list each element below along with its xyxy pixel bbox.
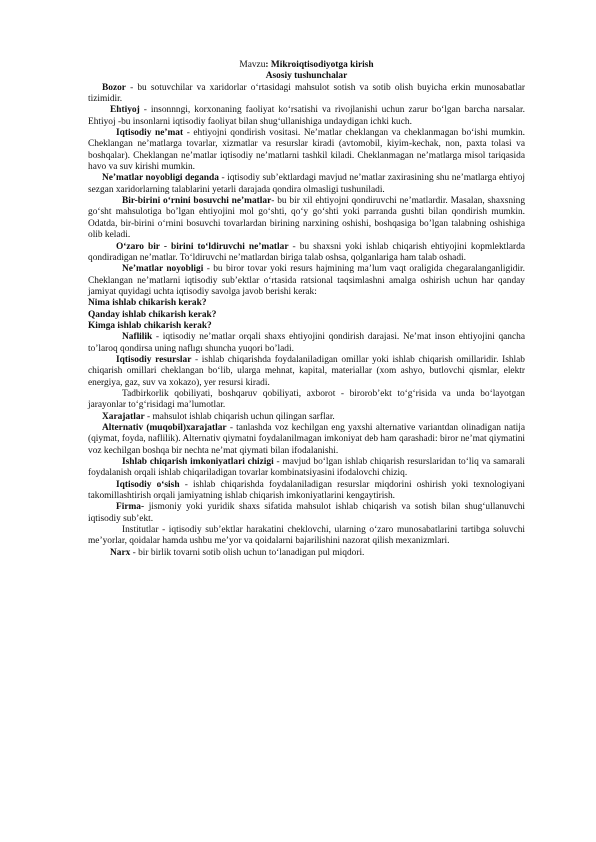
term: Bozor: [102, 82, 126, 93]
paragraph-iqtisodiy-resurslar: [88, 355, 525, 389]
definition: - ehtiyojni qondirish vositasi. Ne’matlar cheklangan va cheklanmagan bo‘ishi mumkin. Cheklangan ne’matlarga tovarlar, xizmatlar va resurslar kiradi (avtomobil, kiyim-kechak, non, paxta tolasi va boshqalar). Cheklangan ne’matlar iqtisodiy ne’matlarni tashkil kiladi. Cheklanmagan ne’matlarga misol tariqasida havo va suv kirishi mumkin.: [88, 128, 526, 173]
definition: - bu bir xil ehtiyojni qondiruvchi ne’matlardir. Masalan, shaxsning go‘sht mahsulotiga bo’lgan ehtiyojini mol go‘shti, qo‘y go‘shti yoki parranda gushti bilan qondirish mumkin. Odatda, bir-birini o‘rnini bosuvchi tovarlardan birining narxining oshishi, boshqasiga bo’lgan talabning oshishiga olib keladi.: [88, 196, 526, 241]
paragraph-naflilik: [88, 332, 525, 355]
definition: - bu biror tovar yoki resurs hajmining ma’lum vaqt oraligida chegaralanganligidir. Cheklangan ne’matlarni iqtisodiy sub’ektlar o‘rtasida ratsional taqsimlashni amalga oshirish uchun har qanday jamiyat quyidagi uchta iqtisodiy savolga javob berishi kerak:: [88, 264, 525, 297]
question-1: Nima ishlab chikarish kerak?: [88, 298, 207, 309]
definition: - mavjud bo‘lgan ishlab chiqarish resurslaridan to‘liq va samarali foydalanish orqali ishlab chiqariladigan tovarlar kombinatsiyasini ifodalovchi chiziq.: [88, 457, 525, 479]
term: Ne’matlar noyobligi deganda: [102, 173, 219, 184]
definition: - insonnngi, korxonaning faoliyat ko‘rsatishi va rivojlanishi uchun zarur bo‘lgan barcha narsalar. Ehtiyoj -bu insonlarni iqtisodiy faoliyat bilan shug‘ullanishiga undaydigan ichki kuch.: [88, 105, 525, 127]
paragraph-narx: [88, 548, 525, 559]
definition: - mahsulot ishlab chiqarish uchun qilingan sarflar.: [144, 411, 335, 422]
paragraph-ornini-bosuvchi: [88, 196, 525, 241]
term: Narx: [110, 547, 131, 558]
paragraph-toldiruvchi: [88, 242, 525, 265]
definition: Tadbirkorlik qobiliyati, boshqaruv qobiliyati, axborot - birorob’ekt to‘g‘risida va unda bo‘layotgan jarayonlar to‘g‘risidagi ma’lumotlar.: [88, 388, 525, 411]
paragraph-iqtisodiy-osish: [88, 480, 525, 503]
title-prefix: Mavzu: [239, 60, 266, 70]
term: Ishlab chiqarish imkoniyatlari chizigi: [122, 457, 274, 468]
title-text: : Mikroiqtisodiyotga kirish: [265, 60, 374, 70]
definition: Institutlar - iqtisodiy sub’ektlar harakatini cheklovchi, ularning o‘zaro munosabatlarini tartibga soluvchi me’yorlar, qoidalar hamda ushbu me’yor va qoidalarni bajarilishini nazorat qilish mexanizmlari.: [88, 525, 525, 547]
term: Iqtisodiy ne’mat: [116, 128, 184, 139]
paragraph-nematlar-noyobligi-deganda: [88, 173, 525, 196]
term: Bir-birini o‘rnini bosuvchi ne’matlar: [122, 196, 272, 207]
definition: - bu shaxsni yoki ishlab chiqarish ehtiyojini kopmlektlarda qondiradigan ne’matlar. To‘ldiruvchi ne’matlardan biriga talab oshsa, qolganlariga ham talab oshadi.: [88, 241, 525, 263]
definition: - iqtisodiy sub’ektlardagi mavjud ne’matlar zaxirasining shu ne’matlarga ehtiyoj sezgan xaridorlarning talablarini yetarli darajada qondira olmasligi tushuniladi.: [88, 173, 525, 195]
definition: - bir birlik tovarni sotib olish uchun to‘lanadigan pul miqdori.: [130, 547, 365, 558]
paragraph-nematlar-noyobligi: [88, 264, 525, 298]
term: Firma-: [116, 502, 145, 513]
paragraph-iqtisodiy-nemat: [88, 128, 525, 173]
term: Ne’matlar noyobligi: [122, 264, 204, 275]
definition: jismoniy yoki yuridik shaxs sifatida mahsulot ishlab chiqarish va sotish bilan shug‘ullanuvchi iqtisodiy sub’ekt.: [88, 502, 525, 524]
definition: - bu sotuvchilar va xaridorlar o‘rtasidagi mahsulot sotish va sotib olish buyicha erkin munosabatlar tizimidir.: [88, 82, 525, 105]
term: Iqtisodiy resurslar: [116, 354, 192, 365]
term: Alternativ (muqobil)xarajatlar: [102, 423, 227, 433]
question-3: Kimga ishlab chikarish kerak?: [88, 320, 212, 331]
term: Xarajatlar: [102, 411, 145, 422]
paragraph-bozor: [88, 83, 525, 106]
definition: - iqtisodiy ne’matlar orqali shaxs ehtiyojini qondirish darajasi. Ne’mat inson ehtiyojini qancha to’laroq qondirsa uning naflıgı shuncha yuqori bo’ladi.: [88, 332, 525, 354]
question-2: Qanday ishlab chikarish kerak?: [88, 309, 217, 320]
paragraph-tadbirkorlik: [88, 389, 525, 412]
document-page: [88, 60, 525, 559]
term: Iqtisodiy o‘sish: [116, 479, 180, 490]
term: Naflilik: [122, 332, 153, 343]
term: Ehtiyoj: [110, 105, 140, 116]
term: O‘zaro bir - birini to‘ldiruvchi ne’matlar: [116, 241, 289, 252]
definition: - ishlab chiqarishda foydalaniladigan omillar yoki ishlab chiqarish omillaridir. Ishlab chiqarish omillari cheklangan bo‘lib, ularga mehnat, kapital, materiallar (xom ashyo, butlovchi qismlar, elektr energiya, gaz, suv va xokazo), yer resursi kiradi.: [88, 354, 525, 388]
definition: - tanlashda voz kechilgan eng yaxshi alternative variantdan olinadigan natija (qiymat, foyda, naflilik). Alternativ qiymatni foydalanilmagan imkoniyat deb ham qarashadi: biror ne’mat qiymatini voz kechilgan boshqa bir nechta ne’mat qiymati bilan ifodalanishi.: [88, 423, 525, 456]
definition: - ishlab chiqarishda foydalaniladigan resurslar miqdorini oshirish yoki texnologiyani takomillashtirish orqali jamiyatning ishlab chiqarish imkoniyatlarini kengaytirish.: [88, 479, 525, 502]
section-subtitle: Asosiy tushunchalar: [265, 71, 348, 82]
paragraph-alternativ-xarajatlar: [88, 423, 525, 457]
paragraph-institutlar: [88, 525, 525, 548]
paragraph-imkoniyatlari-chizigi: [88, 457, 525, 480]
paragraph-ehtiyoj: [88, 105, 525, 128]
paragraph-xarajatlar: [88, 412, 525, 423]
paragraph-firma: [88, 502, 525, 525]
page-title: [88, 60, 525, 71]
